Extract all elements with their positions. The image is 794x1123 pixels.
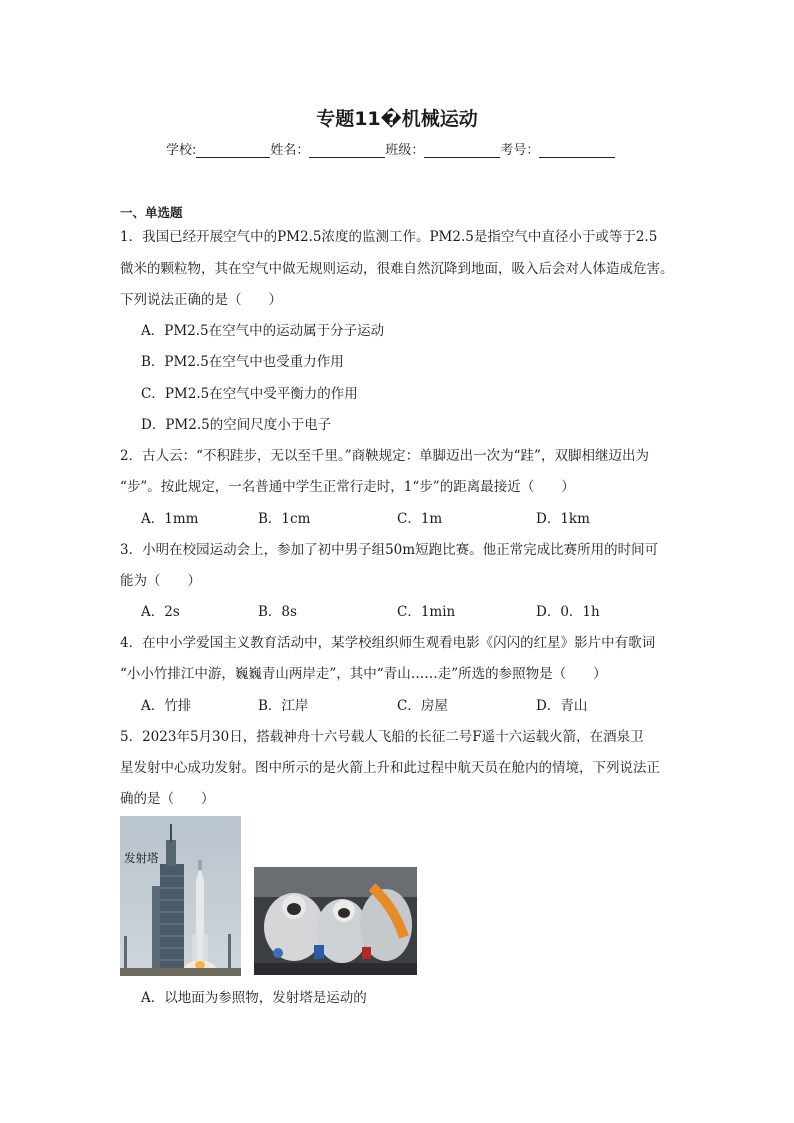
question-5-line-1: 5．2023年5月30日，搭载神舟十六号载人飞船的长征二号F遥十六运载火箭，在酒泉卫	[120, 729, 644, 745]
class-label: 班级：	[385, 143, 425, 158]
question-4-option-d[interactable]: D．青山	[536, 698, 588, 714]
question-2-line-2: “步”。按此规定，一名普通中学生正常行走时，1“步”的距离最接近（ ）	[120, 479, 575, 495]
question-2-option-d[interactable]: D．1km	[536, 511, 590, 527]
question-2-option-b[interactable]: B．1cm	[258, 511, 311, 527]
question-5-line-2: 星发射中心成功发射。图中所示的是火箭上升和此过程中航天员在舱内的情境，下列说法正	[120, 760, 660, 776]
page-title: 专题11�机械运动	[316, 108, 478, 130]
class-blank[interactable]	[424, 143, 500, 158]
section-title: 一、单选题	[120, 205, 183, 220]
question-4-line-2: “小小竹排江中游，巍巍青山两岸走”，其中“青山……走”所选的参照物是（ ）	[120, 666, 607, 682]
question-1-line-3: 下列说法正确的是（ ）	[120, 292, 282, 308]
question-1-line-2: 微米的颗粒物，其在空气中做无规则运动，很难自然沉降到地面，吸入后会对人体造成危害。	[120, 261, 674, 277]
question-2-option-c[interactable]: C．1m	[397, 511, 443, 527]
question-3-option-a[interactable]: A．2s	[141, 604, 180, 620]
question-3-option-d[interactable]: D．0．1h	[536, 604, 600, 620]
question-3-option-b[interactable]: B．8s	[258, 604, 297, 620]
student-info-row	[166, 139, 615, 158]
question-1-option-a[interactable]: A．PM2.5在空气中的运动属于分子运动	[141, 323, 385, 339]
question-3-line-2: 能为（ ）	[120, 573, 201, 589]
school-blank[interactable]	[196, 143, 270, 158]
exam-no-label: 考号：	[500, 143, 540, 158]
question-2-line-1: 2．古人云：“不积跬步，无以至千里。”商鞅规定：单脚迈出一次为“跬”，双脚相继迈出为	[120, 448, 649, 464]
name-label: 姓名：	[270, 143, 310, 158]
question-2-option-a[interactable]: A．1mm	[141, 511, 199, 527]
question-1-option-c[interactable]: C．PM2.5在空气中受平衡力的作用	[141, 386, 358, 402]
exam-no-blank[interactable]	[539, 143, 615, 158]
question-4-option-b[interactable]: B．江岸	[258, 698, 309, 714]
question-4-option-a[interactable]: A．竹排	[141, 698, 192, 714]
question-1-option-b[interactable]: B．PM2.5在空气中也受重力作用	[141, 354, 344, 370]
astronauts-in-cabin-photo	[254, 867, 417, 975]
question-5-line-3: 确的是（ ）	[120, 791, 215, 807]
launch-tower-label: 发射塔	[124, 851, 159, 865]
launch-tower-photo	[120, 816, 241, 976]
question-1-line-1: 1．我国已经开展空气中的PM2.5浓度的监测工作。PM2.5是指空气中直径小于或等于2.5	[120, 229, 658, 245]
question-3-option-c[interactable]: C．1min	[397, 604, 456, 620]
school-label: 学校:	[166, 143, 197, 158]
question-3-line-1: 3．小明在校园运动会上，参加了初中男子组50m短跑比赛。他正常完成比赛所用的时间可	[120, 542, 659, 558]
name-blank[interactable]	[309, 143, 385, 158]
question-1-option-d[interactable]: D．PM2.5的空间尺度小于电子	[141, 417, 332, 433]
question-5-option-a[interactable]: A．以地面为参照物，发射塔是运动的	[141, 990, 367, 1006]
question-4-option-c[interactable]: C．房屋	[397, 698, 448, 714]
question-4-line-1: 4．在中小学爱国主义教育活动中，某学校组织师生观看电影《闪闪的红星》影片中有歌词	[120, 635, 656, 651]
